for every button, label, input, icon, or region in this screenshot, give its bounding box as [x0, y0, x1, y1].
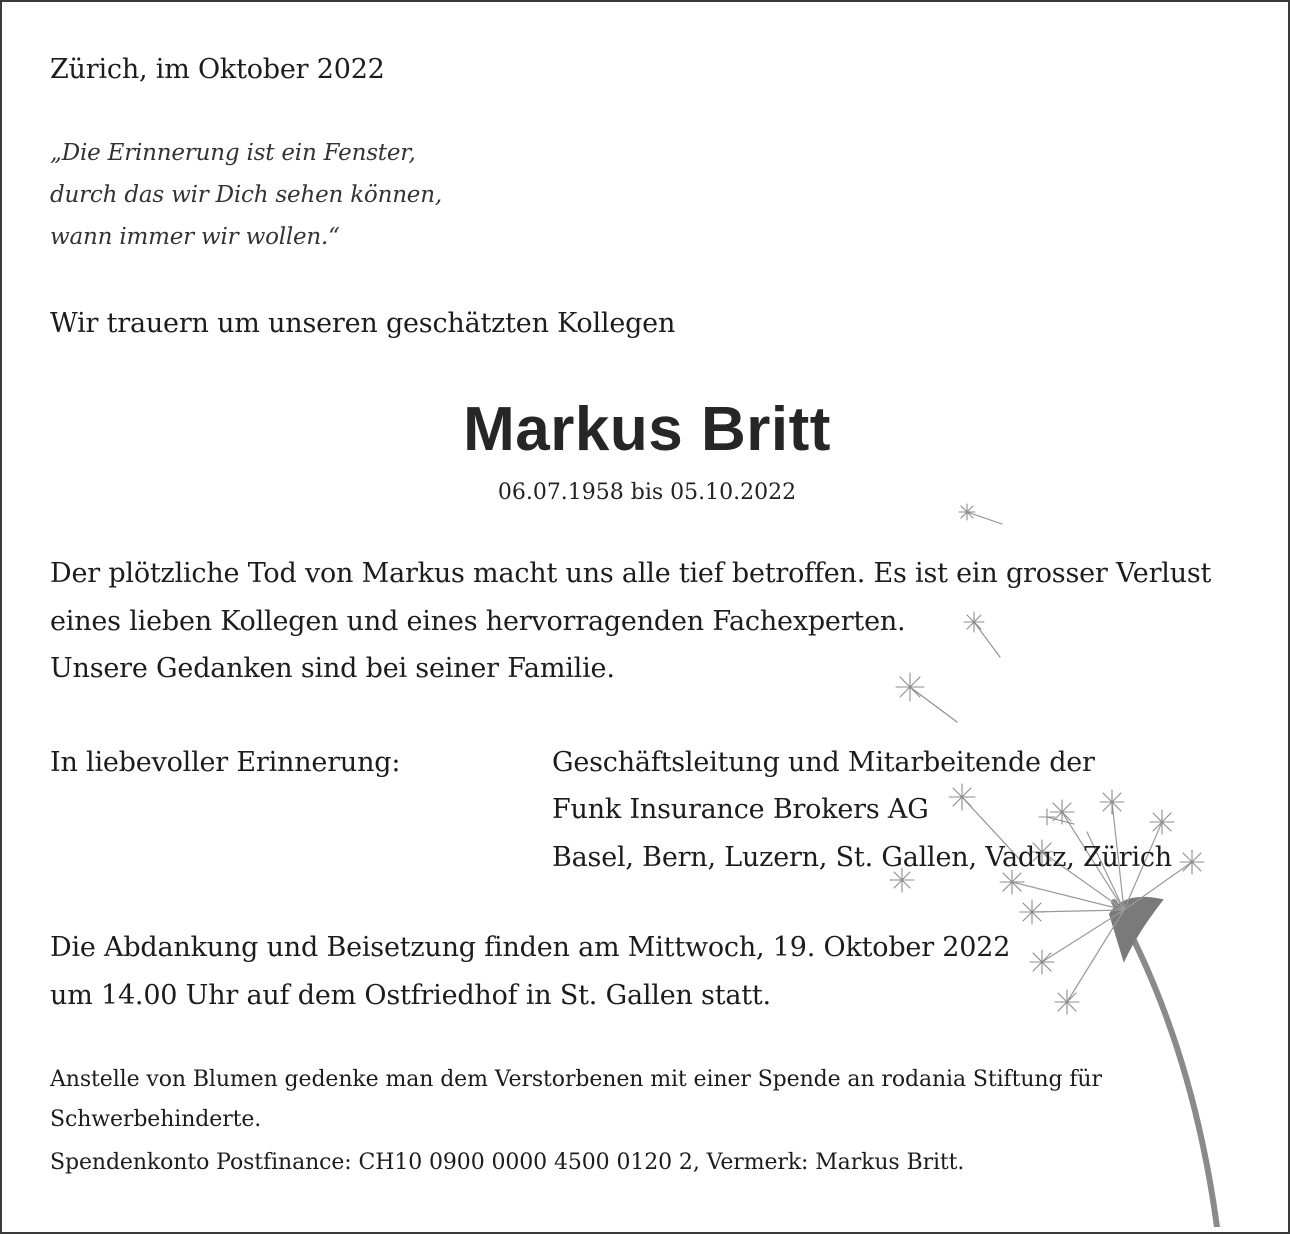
signatory-line: Funk Insurance Brokers AG: [552, 794, 929, 825]
donation-line: Spendenkonto Postfinance: CH10 0900 0000 4500 0120 2, Vermerk: Markus Britt.: [50, 1150, 965, 1175]
donation-line: Anstelle von Blumen gedenke man dem Verstorbenen mit einer Spende an rodania Stiftung für: [50, 1067, 1102, 1092]
quote-line: „Die Erinnerung ist ein Fenster,: [50, 140, 416, 166]
signatory-line: Geschäftsleitung und Mitarbeitende der: [552, 747, 1095, 778]
funeral-line: Die Abdankung und Beisetzung finden am Mittwoch, 19. Oktober 2022: [50, 932, 1011, 963]
tribute-line: Unsere Gedanken sind bei seiner Familie.: [50, 653, 615, 684]
life-dates: 06.07.1958 bis 05.10.2022: [497, 480, 797, 505]
quote-line: durch das wir Dich sehen können,: [50, 182, 442, 208]
intro-text: Wir trauern um unseren geschätzten Kollegen: [50, 308, 676, 339]
signatory-line: Basel, Bern, Luzern, St. Gallen, Vaduz, Zürich: [552, 842, 1173, 873]
tribute-line: eines lieben Kollegen und eines hervorragenden Fachexperten.: [50, 606, 906, 637]
tribute-line: Der plötzliche Tod von Markus macht uns alle tief betroffen. Es ist ein grosser Verlust: [50, 558, 1212, 589]
quote-line: wann immer wir wollen.“: [50, 224, 340, 250]
donation-line: Schwerbehinderte.: [50, 1107, 262, 1132]
deceased-name: Markus Britt: [463, 395, 831, 464]
place-date: Zürich, im Oktober 2022: [50, 54, 385, 85]
memory-label: In liebevoller Erinnerung:: [50, 747, 401, 778]
funeral-line: um 14.00 Uhr auf dem Ostfriedhof in St. Gallen statt.: [50, 980, 771, 1011]
